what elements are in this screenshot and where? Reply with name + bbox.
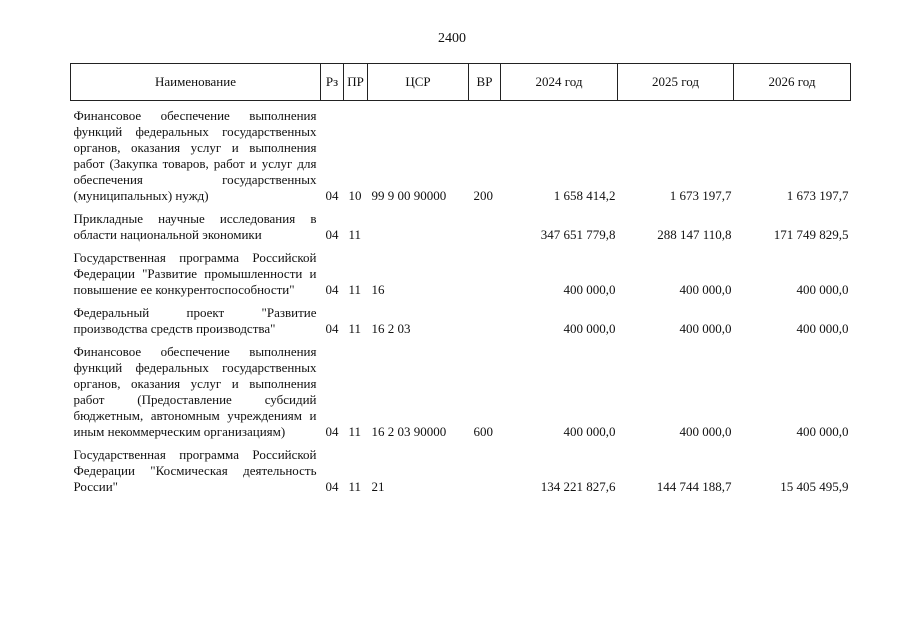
row-2026: 400 000,0 — [796, 321, 849, 336]
table-row — [71, 344, 851, 440]
row-2024: 400 000,0 — [563, 321, 616, 336]
row-rz: 04 — [325, 321, 339, 336]
row-csr: 21 — [371, 479, 385, 494]
row-rz: 04 — [325, 424, 339, 439]
row-2025: 288 147 110,8 — [657, 227, 732, 242]
row-vr — [469, 447, 501, 495]
row-gap — [71, 440, 851, 447]
row-csr: 16 — [371, 282, 385, 297]
row-name: Финансовое обеспечение выполнения функций федеральных государственных органов, оказания услуг и выполнения работ (Предоставление субсидий бюджетным, автономным учреждениям и иным некоммерческим организациям) — [73, 344, 317, 439]
table-row — [71, 211, 851, 243]
row-rz: 04 — [325, 282, 339, 297]
row-2024: 1 658 414,2 — [553, 188, 616, 203]
row-pr: 10 — [348, 188, 362, 203]
row-2025: 1 673 197,7 — [669, 188, 732, 203]
table-row — [71, 250, 851, 298]
row-pr: 11 — [348, 321, 362, 336]
table-row — [71, 101, 851, 205]
row-csr — [368, 211, 469, 243]
row-rz: 04 — [325, 188, 339, 203]
row-name: Федеральный проект "Развитие производства средств производства" — [73, 305, 317, 336]
row-vr — [469, 250, 501, 298]
header-2025: 2025 год — [618, 64, 734, 101]
row-2024: 347 651 779,8 — [540, 227, 616, 242]
row-gap — [71, 204, 851, 211]
row-rz: 04 — [325, 227, 339, 242]
row-name: Финансовое обеспечение выполнения функций федеральных государственных органов, оказания услуг и выполнения работ (Закупка товаров, работ и услуг для обеспечения государственных (муниципальных) нужд) — [73, 108, 317, 203]
row-name: Государственная программа Российской Федерации "Космическая деятельность России" — [73, 447, 317, 494]
row-2026: 171 749 829,5 — [773, 227, 849, 242]
row-gap — [71, 243, 851, 250]
row-pr: 11 — [348, 282, 362, 297]
header-vr: ВР — [469, 64, 501, 101]
header-pr: ПР — [344, 64, 368, 101]
row-2026: 400 000,0 — [796, 282, 849, 297]
table-header-row — [71, 64, 851, 101]
row-pr: 11 — [348, 479, 362, 494]
header-2024: 2024 год — [501, 64, 618, 101]
budget-table — [70, 63, 851, 495]
table-row — [71, 447, 851, 495]
table-row — [71, 305, 851, 337]
row-csr: 16 2 03 — [371, 321, 411, 336]
row-2024: 400 000,0 — [563, 424, 616, 439]
header-csr: ЦСР — [368, 64, 469, 101]
row-pr: 11 — [348, 227, 362, 242]
row-vr: 200 — [473, 188, 493, 203]
row-gap — [71, 337, 851, 344]
row-2026: 15 405 495,9 — [780, 479, 849, 494]
table-body — [71, 101, 851, 496]
page-number: 2400 — [438, 31, 466, 46]
row-2025: 144 744 188,7 — [656, 479, 732, 494]
row-vr — [469, 305, 501, 337]
header-rz: Рз — [321, 64, 344, 101]
row-pr: 11 — [348, 424, 362, 439]
row-gap — [71, 298, 851, 305]
row-csr: 16 2 03 90000 — [371, 424, 447, 439]
header-2026: 2026 год — [734, 64, 851, 101]
row-2025: 400 000,0 — [679, 321, 732, 336]
row-2024: 400 000,0 — [563, 282, 616, 297]
row-name: Прикладные научные исследования в области национальной экономики — [73, 211, 317, 242]
row-2025: 400 000,0 — [679, 424, 732, 439]
row-vr — [469, 211, 501, 243]
row-2025: 400 000,0 — [679, 282, 732, 297]
row-rz: 04 — [325, 479, 339, 494]
row-vr: 600 — [473, 424, 493, 439]
row-csr: 99 9 00 90000 — [371, 188, 447, 203]
header-name: Наименование — [71, 64, 321, 101]
row-2026: 1 673 197,7 — [786, 188, 849, 203]
row-name: Государственная программа Российской Федерации "Развитие промышленности и повышение ее конкурентоспособности" — [73, 250, 317, 297]
row-2024: 134 221 827,6 — [540, 479, 616, 494]
row-2026: 400 000,0 — [796, 424, 849, 439]
